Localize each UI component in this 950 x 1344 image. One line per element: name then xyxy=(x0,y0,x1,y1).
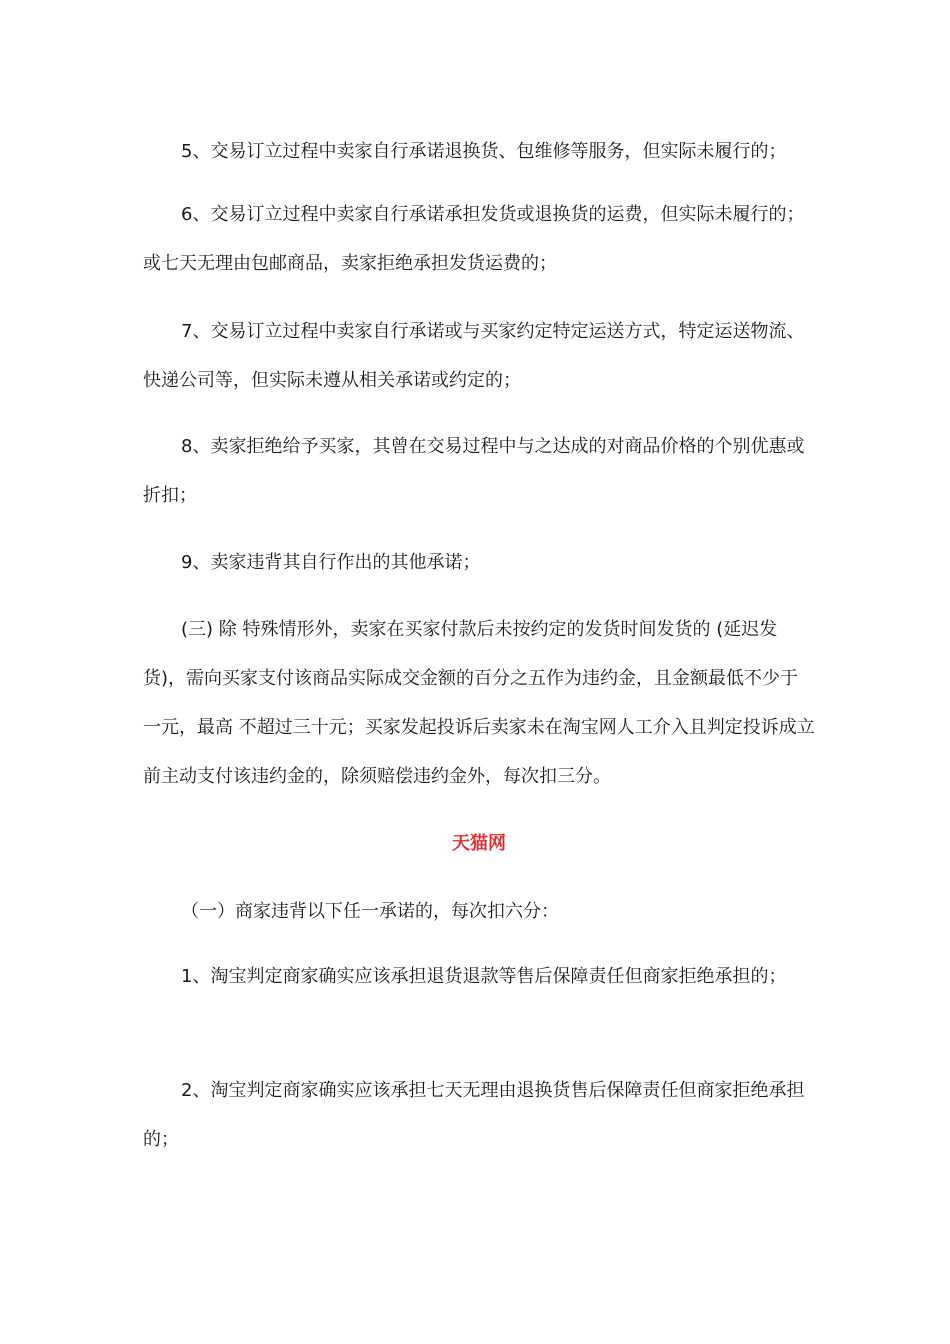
clause-late-delivery: (三) 除 特殊情形外，卖家在买家付款后未按约定的发货时间发货的 (延迟发货)，需向买家支付该商品实际成交金额的百分之五作为违约金，且金额最低不少于一元，最高 不超过三十元；买家发起投诉后卖家未在淘宝网人工介入且判定投诉成立前主动支付该违约金的，除须赔偿违约金外，每次扣三分。 xyxy=(143,619,815,787)
tmall-clause-1: 1、淘宝判定商家确实应该承担退货退款等售后保障责任但商家拒绝承担的； xyxy=(181,966,787,987)
tmall-clause-intro: （一）商家违背以下任一承诺的，每次扣六分： xyxy=(181,901,559,922)
section-title-tmall: 天猫网 xyxy=(452,833,506,854)
clause-6: 6、交易订立过程中卖家自行承诺承担发货或退换货的运费，但实际未履行的；或七天无理由包邮商品，卖家拒绝承担发货运费的； xyxy=(143,204,805,274)
clause-7: 7、交易订立过程中卖家自行承诺或与买家约定特定运送方式，特定运送物流、快递公司等，但实际未遵从相关承诺或约定的； xyxy=(143,321,805,391)
tmall-clause-2: 2、淘宝判定商家确实应该承担七天无理由退换货售后保障责任但商家拒绝承担的； xyxy=(143,1080,805,1150)
clause-5: 5、交易订立过程中卖家自行承诺退换货、包维修等服务，但实际未履行的； xyxy=(181,141,787,162)
clause-9: 9、卖家违背其自行作出的其他承诺； xyxy=(181,552,481,573)
clause-8: 8、卖家拒绝给予买家，其曾在交易过程中与之达成的对商品价格的个别优惠或折扣； xyxy=(143,436,805,506)
